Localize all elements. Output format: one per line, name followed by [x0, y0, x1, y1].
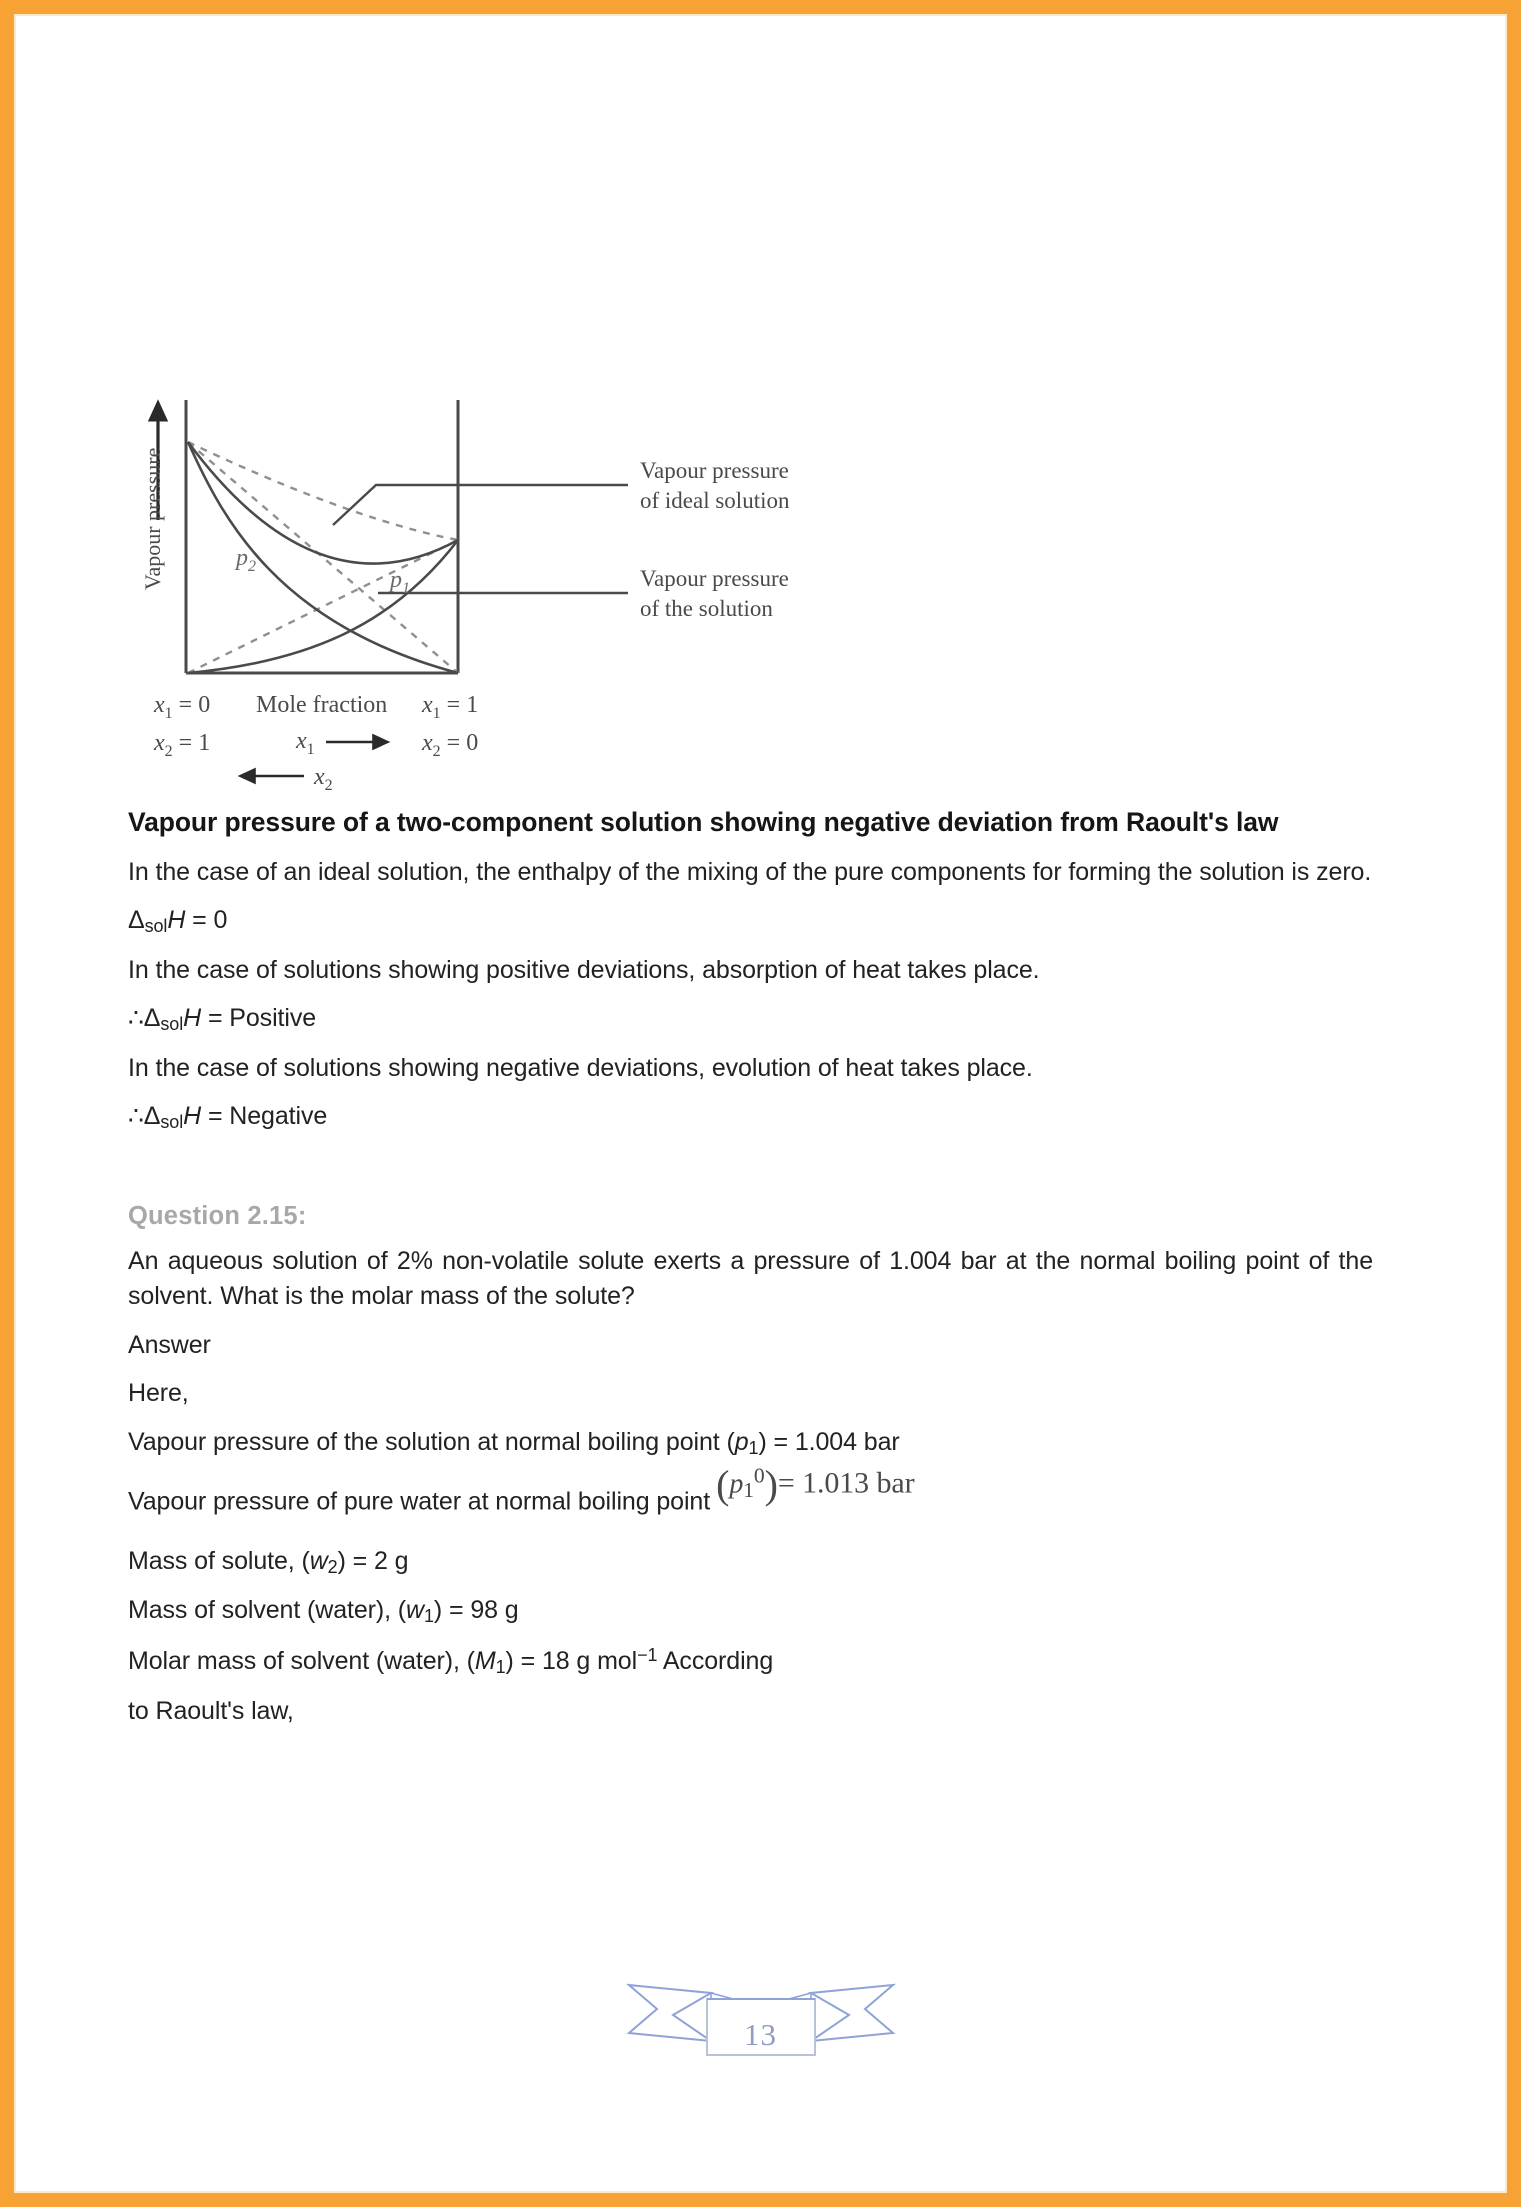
page-border-bottom	[0, 2193, 1521, 2207]
equation-delta-sol-h-positive	[128, 1001, 1373, 1038]
equation-delta-sol-h-zero	[128, 903, 1373, 940]
eq-zero-rest: = 0	[185, 906, 228, 935]
paragraph-negative-deviation: In the case of solutions showing negative deviations, evolution of heat takes place.	[128, 1053, 1033, 1082]
w1-text-b: ) = 98 g	[433, 1596, 519, 1625]
p-solution-text-b: ) = 1.004 bar	[758, 1427, 900, 1456]
page-border-right	[1507, 0, 1521, 2207]
legend-solution-line1: Vapour pressure	[640, 566, 789, 591]
x-arrow-right-label: $x_1$	[296, 728, 315, 758]
here-label: Here,	[128, 1379, 189, 1408]
diagram-svg	[128, 390, 848, 790]
m1-sup: −1	[637, 1644, 658, 1665]
x-axis-right-label-1: $x_1 = 1$	[422, 692, 479, 722]
x-axis-left-label-2: $x_2 = 1$	[154, 730, 211, 760]
w1-text-a: Mass of solvent (water), (	[128, 1596, 407, 1625]
w2-sub: 2	[327, 1556, 338, 1577]
p-solution-var: p	[734, 1427, 749, 1456]
eq-pos-rest: = Positive	[201, 1004, 317, 1033]
w2-text-a: Mass of solute, (	[128, 1546, 310, 1575]
x-axis-title: Mole fraction	[256, 692, 388, 718]
m1-sub: 1	[495, 1656, 506, 1677]
w2-var: w	[309, 1546, 328, 1575]
math-paren-close: )	[764, 1462, 778, 1508]
p-solution-text-a: Vapour pressure of the solution at normal boiling point (	[128, 1427, 735, 1456]
given-p-pure-water	[128, 1462, 1373, 1531]
page-number: 13	[744, 2017, 777, 2052]
figure-caption: Vapour pressure of a two-component solution showing negative deviation from Raoult's law	[128, 807, 1279, 837]
legend-solution-line2: of the solution	[640, 596, 773, 621]
given-mass-solute	[128, 1544, 1373, 1581]
page-border-left	[0, 0, 14, 2207]
math-paren-open: (	[716, 1462, 730, 1508]
eq-pos-delta: ∴Δ	[128, 1004, 161, 1033]
x-arrow-left-label: $x_2$	[314, 764, 333, 790]
eq-neg-delta: ∴Δ	[128, 1102, 161, 1131]
page-content	[128, 0, 1393, 1729]
eq-zero-sub: sol	[144, 916, 168, 937]
legend-ideal-line2: of ideal solution	[640, 488, 790, 513]
curve-label-p2: $p_2$	[236, 545, 256, 575]
w1-sub: 1	[424, 1606, 434, 1627]
math-p-rest: = 1.013 bar	[777, 1466, 915, 1500]
eq-neg-rest: = Negative	[201, 1102, 328, 1131]
w1-var: w	[406, 1596, 424, 1625]
given-molar-mass-solvent	[128, 1643, 1373, 1681]
m1-text-a: Molar mass of solvent (water), (	[128, 1647, 475, 1676]
math-p-var: p	[729, 1468, 744, 1500]
raoult-law-line: to Raoult's law,	[128, 1696, 294, 1725]
math-p-sub: 1	[743, 1478, 754, 1503]
eq-zero-delta: Δ	[128, 906, 145, 935]
curve-label-p1: $p_1$	[390, 567, 410, 597]
m1-var: M	[474, 1647, 496, 1676]
answer-label: Answer	[128, 1330, 211, 1359]
vapour-pressure-diagram	[128, 390, 848, 790]
equation-delta-sol-h-negative	[128, 1099, 1373, 1136]
w2-text-b: ) = 2 g	[337, 1546, 409, 1575]
question-text: An aqueous solution of 2% non-volatile solute exerts a pressure of 1.004 bar at the normal boiling point of the solvent. What is the molar mass of the solute?	[128, 1246, 1373, 1311]
paragraph-ideal-enthalpy: In the case of an ideal solution, the enthalpy of the mixing of the pure components for forming the solution is zero.	[128, 857, 1372, 886]
eq-zero-h: H	[167, 906, 186, 935]
p-solution-sub: 1	[748, 1437, 759, 1458]
page-number-ribbon	[621, 1955, 901, 2070]
legend-ideal-line1: Vapour pressure	[640, 458, 789, 483]
m1-text-b: ) = 18 g mol	[505, 1647, 638, 1676]
p-pure-text: Vapour pressure of pure water at normal boiling point	[128, 1487, 711, 1516]
given-p-solution	[128, 1425, 1373, 1462]
page-footer	[0, 1955, 1521, 2070]
m1-text-c: According	[657, 1647, 774, 1676]
eq-pos-sub: sol	[160, 1014, 184, 1035]
eq-pos-h: H	[183, 1004, 202, 1033]
question-label: Question 2.15:	[128, 1201, 307, 1230]
y-axis-label: Vapour pressure	[140, 447, 165, 590]
x-axis-right-label-2: $x_2 = 0$	[422, 730, 479, 760]
math-p-sup: 0	[753, 1463, 765, 1488]
p-pure-math-expression	[716, 1457, 914, 1514]
eq-neg-h: H	[183, 1102, 202, 1131]
x-axis-left-label-1: $x_1 = 0$	[154, 692, 211, 722]
eq-neg-sub: sol	[160, 1112, 184, 1133]
given-mass-solvent	[128, 1593, 1373, 1630]
paragraph-positive-deviation: In the case of solutions showing positive deviations, absorption of heat takes place.	[128, 955, 1040, 984]
